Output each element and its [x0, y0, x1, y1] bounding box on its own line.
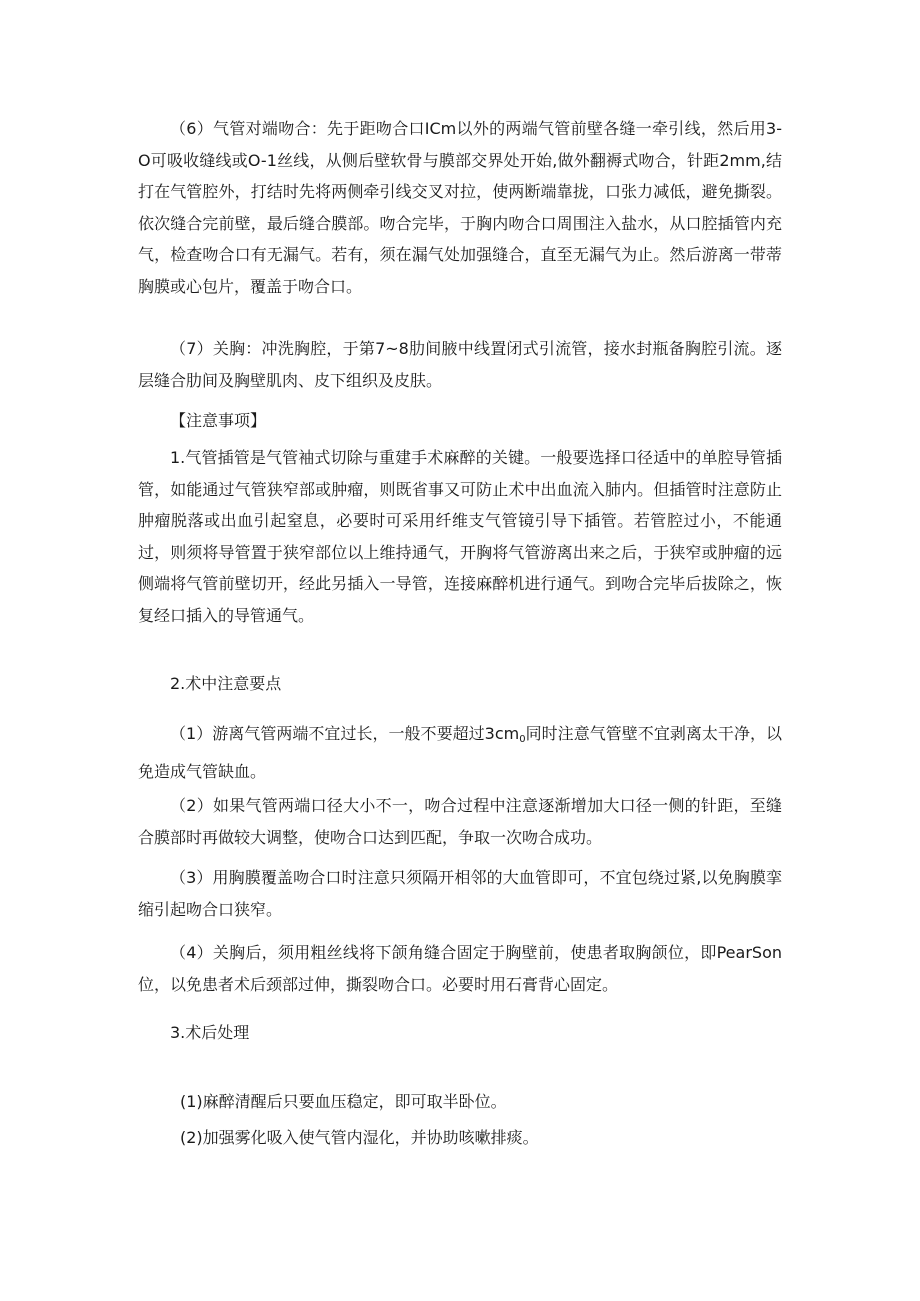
note-2-item-1 [138, 718, 782, 787]
paragraph-step-6: （6）气管对端吻合：先于距吻合口ICm以外的两端气管前壁各缝一牵引线，然后用3-O可吸收缝线或O-1丝线，从侧后壁软骨与膜部交界处开始,做外翻褥式吻合，针距2mm,结打在气管腔外，打结时先将两侧牵引线交叉对拉，使两断端靠拢，口张力减低，避免撕裂。依次缝合完前壁，最后缝合膜部。吻合完毕，于胸内吻合口周围注入盐水，从口腔插管内充气，检查吻合口有无漏气。若有，须在漏气处加强缝合，直至无漏气为止。然后游离一带蒂胸膜或心包片，覆盖于吻合口。 [138, 119, 782, 296]
note-2-item-3: （3）用胸膜覆盖吻合口时注意只须隔开相邻的大血管即可，不宜包绕过紧,以免胸膜挛缩引起吻合口狭窄。 [138, 868, 782, 919]
note-2-item-2: （2）如果气管两端口径大小不一，吻合过程中注意逐渐增加大口径一侧的针距，至缝合膜部时再做较大调整，使吻合口达到匹配，争取一次吻合成功。 [138, 796, 782, 847]
note-3-item-2: (2)加强雾化吸入使气管内湿化，并协助咳嗽排痰。 [180, 1128, 539, 1147]
note-2-item-1-text-a: （1）游离气管两端不宜过长，一般不要超过3cm [170, 724, 520, 743]
note-2-heading: 2.术中注意要点 [170, 674, 282, 693]
note-2-item-4: （4）关胸后，须用粗丝线将下颌角缝合固定于胸壁前，使患者取胸颌位，即PearSon位，以免患者术后颈部过伸，撕裂吻合口。必要时用石膏背心固定。 [138, 943, 782, 994]
paragraph-step-7: （7）关胸：冲洗胸腔，于第7~8肋间腋中线置闭式引流管，接水封瓶备胸腔引流。逐层缝合肋间及胸壁肌肉、皮下组织及皮肤。 [138, 339, 782, 390]
notes-heading: 【注意事项】 [170, 411, 267, 430]
note-2-item-1-subscript: 0 [519, 734, 526, 745]
note-3-heading: 3.术后处理 [170, 1023, 250, 1042]
note-1-intubation: 1.气管插管是气管袖式切除与重建手术麻醉的关键。一般要选择口径适中的单腔导管插管，如能通过气管狭窄部或肿瘤，则既省事又可防止术中出血流入肺内。但插管时注意防止肿瘤脱落或出血引起窒息，必要时可采用纤维支气管镜引导下插管。若管腔过小，不能通过，则须将导管置于狭窄部位以上维持通气，开胸将气管游离出来之后，于狭窄或肿瘤的远侧端将气管前壁切开，经此另插入一导管，连接麻醉机进行通气。到吻合完毕后拔除之，恢复经口插入的导管通气。 [138, 448, 782, 625]
note-2-item-1-text-b: 同时注意气管壁不宜剥离太干净，以免造成气管缺血。 [138, 724, 782, 781]
note-3-item-1: (1)麻醉清醒后只要血压稳定，即可取半卧位。 [180, 1092, 507, 1111]
